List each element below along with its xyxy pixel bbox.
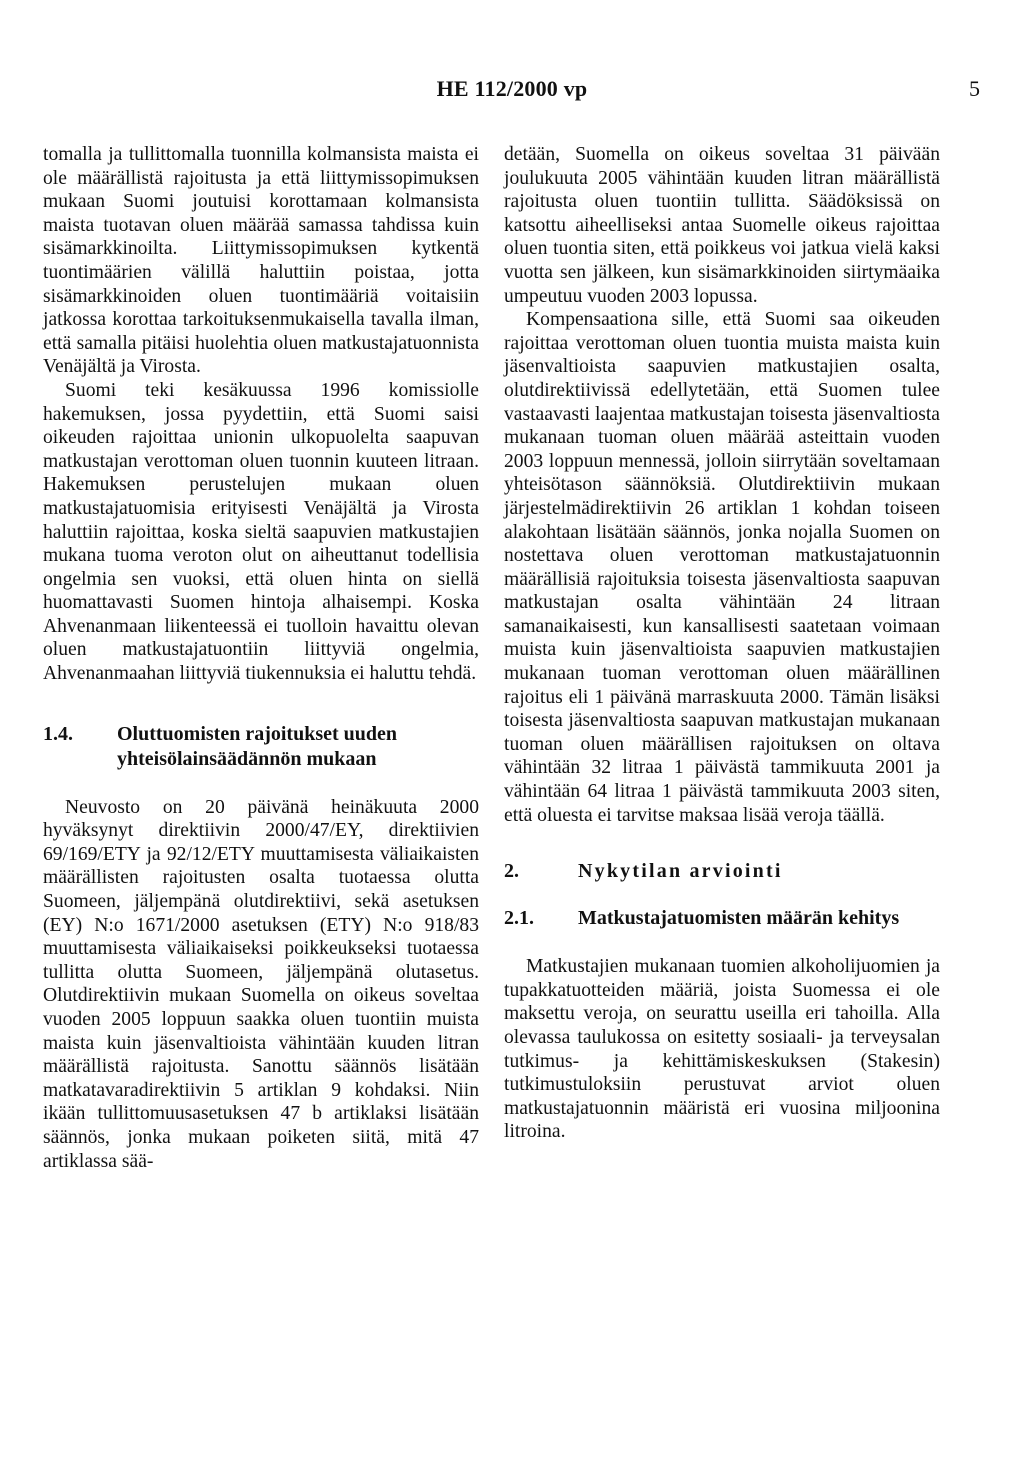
chapter-title: Nykytilan arviointi — [578, 860, 783, 883]
chapter-number: 2. — [504, 860, 519, 883]
left-column — [43, 143, 479, 1173]
section-number: 2.1. — [504, 907, 534, 930]
section-number: 1.4. — [43, 722, 73, 745]
paragraph: tomalla ja tullittomalla tuonnilla kolmansista maista ei ole määrällistä rajoitusta ja että liittymissopimuksen mukaan Suomi joutuisi korottamaan kolmansista maista tuotavan oluen määrää samassa tahdissa kuin sisämarkkinoilta. Liittymissopimuksen kytkentä tuontimäärien välillä haluttiin poistaa, jotta sisämarkkinoiden oluen tuontimääriä voitaisiin jatkossa korottaa tarkoituksenmukaisella tavalla ilman, että samalla pitäisi huolehtia oluen matkustajatuonnista Venäjältä ja Virosta. — [43, 144, 479, 378]
paragraph: detään, Suomella on oikeus soveltaa 31 päivään joulukuuta 2005 vähintään kuuden litran määrällistä rajoitusta oluen tuontiin tullitta. Säädöksissä on katsottu aiheelliseksi antaa Suomelle oikeus rajoittaa oluen tuontia siten, että poikkeus voi jatkua vielä kaksi vuotta sen jälkeen, kun sisämarkkinoiden siirtymäaika umpeutuu vuoden 2003 lopussa. — [504, 144, 940, 307]
paragraph: Kompensaationa sille, että Suomi saa oikeuden rajoittaa verottoman oluen tuontia muista maista kuin jäsenvaltioista saapuvien matkustajien osalta, olutdirektiivissä edellytetään, että Suomen tulee vastaavasti laajentaa matkustajan toisesta jäsenvaltiosta mukanaan tuoman oluen määrää asteittain vuoden 2003 loppuun mennessä, jolloin siirrytään soveltamaan yhteisötason säännöksiä. Olutdirektiivin mukaan järjestelmädirektiivin 26 artiklan 1 kohdan toiseen alakohtaan lisätään säännös, jonka nojalla Suomen on nostettava oluen verottoman matkustajatuonnin määrällisiä rajoituksia toisesta jäsenvaltiosta saapuvan matkustajan osalta vähintään 24 litraan samanaikaisesti, kun kansallisesti saatetaan voimaan muista kuin jäsenvaltioista saapuvien matkustajien mukanaan tuoman verottoman oluen määrällinen rajoitus eli 1 päivänä marraskuuta 2000. Tämän lisäksi toisesta jäsenvaltiosta saapuvan matkustajan mukanaan tuoman oluen määrällisen rajoituksen on oltava vähintään 32 litraa 1 päivästä tammikuuta 2001 ja vähintään 64 litraa 1 päivästä tammikuuta 2003 siten, että oluesta ei tarvitse maksaa lisää veroja täällä. — [504, 309, 940, 826]
document-title: HE 112/2000 vp — [436, 76, 588, 101]
section-title: Matkustajatuomisten määrän kehitys — [578, 907, 900, 930]
section-heading-2-1 — [504, 906, 940, 931]
chapter-heading-2 — [504, 859, 940, 884]
paragraph: Suomi teki kesäkuussa 1996 komissiolle hakemuksen, jossa pyydettiin, että Suomi saisi oikeuden rajoittaa unionin ulkopuolelta saapuvan matkustajan verottoman oluen tuonnin kuuteen litraan. Hakemuksen perustelujen mukaan oluen matkustajatuomisia erityisesti Venäjältä ja Virosta haluttiin rajoittaa, koska sieltä saapuvien matkustajien mukana tuoma veroton olut on aiheuttanut todellisia ongelmia sen vuoksi, että oluen hinta on siellä huomattavasti Suomen hintoja alhaisempi. Koska Ahvenanmaan liikenteessä ei tuolloin havaittu olevan oluen matkustajatuontiin liittyviä ongelmia, Ahvenanmaahan liittyviä tiukennuksia ei haluttu tehdä. — [43, 379, 479, 685]
paragraph: Neuvosto on 20 päivänä heinäkuuta 2000 hyväksynyt direktiivin 2000/47/EY, direktiivien 69/169/ETY ja 92/12/ETY muuttamisesta väliaikaisten määrällisten rajoitusten osalta tuotaessa olutta Suomeen, jäljempänä olutdirektiivi, sekä asetuksen (EY) N:o 1671/2000 asetuksen (ETY) N:o 918/83 muuttamisesta väliaikaiseksi poikkeukseksi tuotaessa tullitta olutta Suomeen, jäljempänä olutasetus. Olutdirektiivin mukaan Suomella on oikeus soveltaa vuoden 2005 loppuun saakka oluen tuontiin muista maista kuin jäsenvaltioista vähintään kuuden litran määrällistä rajoitusta. Sanottu säännös lisätään matkatavaradirektiivin 5 artiklan 9 kohdaksi. Niin ikään tullittomuusasetuksen 47 b artiklaksi lisätään säännös, jonka mukaan poiketen siitä, mitä 47 artiklassa sää- — [43, 796, 479, 1172]
section-heading-1-4 — [43, 722, 479, 772]
section-title: Oluttuomisten rajoitukset uuden yhteisölainsäädännön mukaan — [117, 722, 398, 770]
right-column — [504, 143, 940, 1144]
page-number: 5 — [969, 76, 980, 101]
paragraph: Matkustajien mukanaan tuomien alkoholijuomien ja tupakkatuotteiden määriä, joista Suomessa ei ole maksettu veroja, on seurattu useilla eri tahoilla. Alla olevassa taulukossa on esitetty sosiaali- ja terveysalan tutkimus- ja kehittämiskeskuksen (Stakesin) tutkimustuloksiin perustuvat arviot oluen matkustajatuonnin määristä eri vuosina miljoonina litroina. — [504, 956, 940, 1143]
